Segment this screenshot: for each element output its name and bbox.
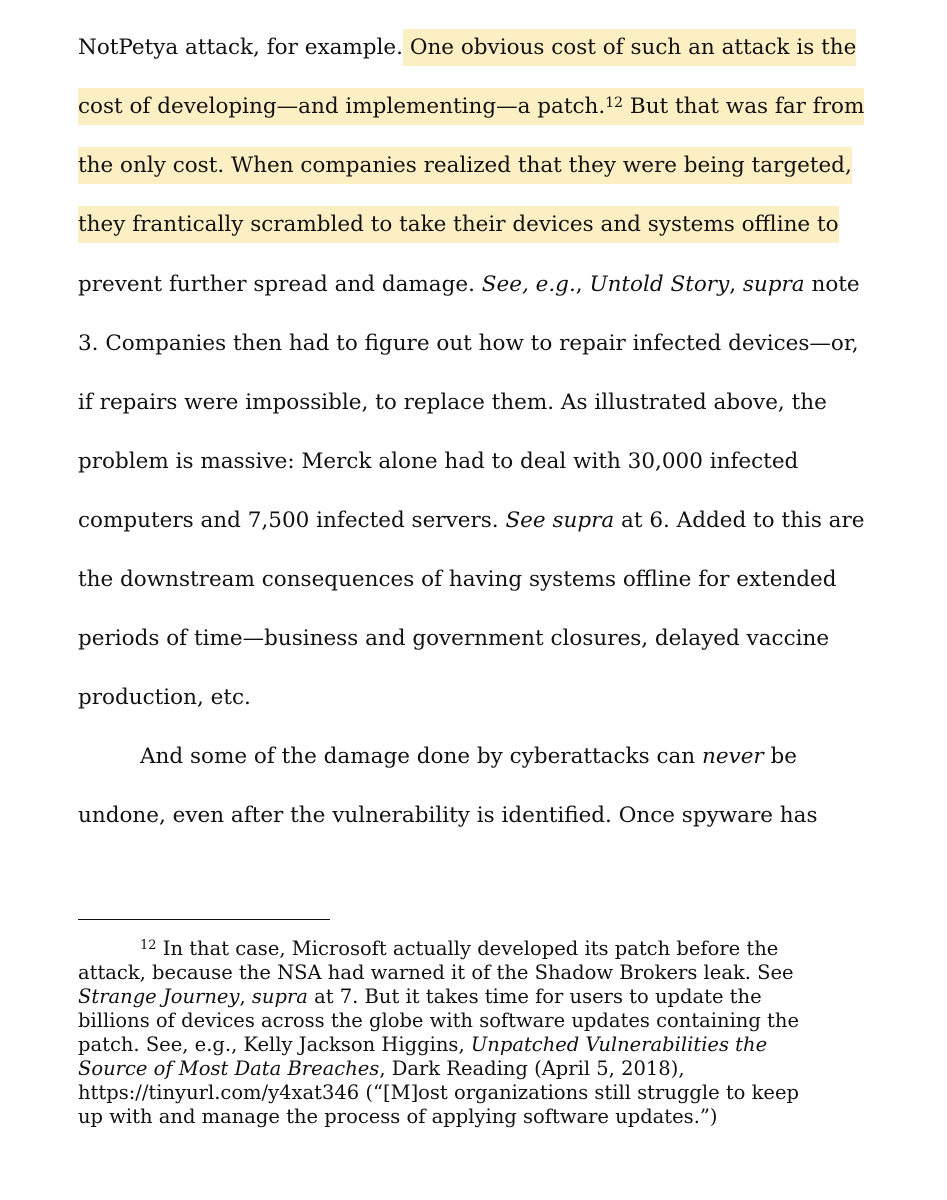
footnote-text: billions of devices across the globe with software updates containing the [78,1009,799,1032]
body-line-2 [78,92,864,122]
footnote-number: 12 [140,938,157,953]
footnote-ref-12[interactable]: 12 [605,95,624,111]
italic-emphasis: never [701,744,764,769]
body-line-4 [78,210,839,240]
footnote-line-2 [78,961,794,985]
body-line-6 [78,329,859,359]
highlighted-text: they frantically scrambled to take their devices and systems offline to [78,206,839,243]
line-text: production, etc. [78,685,251,710]
body-line-11 [78,624,829,654]
line-text: , [729,272,743,297]
footnote-line-1 [140,937,778,961]
line-text: note [804,272,860,297]
line-text: at 6. Added to this are [614,508,865,533]
body-line-14 [78,801,818,831]
line-text: problem is massive: Merck alone had to deal with 30,000 infected [78,449,799,474]
line-text: periods of time—business and government closures, delayed vaccine [78,626,830,651]
italic-citation: Unpatched Vulnerabilities the [470,1033,768,1056]
line-text: , [575,272,590,297]
line-text: be [763,744,798,769]
italic-signal: See supra [505,508,615,533]
footnote-text: at 7. But it takes time for users to update the [307,985,762,1008]
italic-citation: Untold Story [589,272,730,297]
footnote-line-7 [78,1081,799,1105]
body-line-13 [140,742,797,772]
body-line-5 [78,270,860,300]
highlighted-text: the only cost. When companies realized that they were being targeted, [78,147,852,184]
body-line-7 [78,388,827,418]
footnote-text: In that case, Microsoft actually developed its patch before the [156,937,779,960]
italic-signal: See, e.g. [481,272,576,297]
body-line-1 [78,33,856,63]
line-text: undone, even after the vulnerability is identified. Once spyware has [78,803,818,828]
footnote-link-text[interactable]: https://tinyurl.com/y4xat346 (“[M]ost organizations still struggle to keep [78,1081,799,1104]
line-text: NotPetya attack, for example. [78,35,403,60]
body-line-12 [78,683,251,713]
footnote-divider [78,919,330,920]
line-text: the downstream consequences of having systems offline for extended [78,567,837,592]
footnote-line-4 [78,1009,799,1033]
line-text: if repairs were impossible, to replace them. As illustrated above, the [78,390,827,415]
body-line-9 [78,506,865,536]
footnote-line-6 [78,1057,685,1081]
footnote-line-8 [78,1105,717,1129]
footnote-text: , [239,985,252,1008]
line-text: But that was far from [623,94,865,119]
footnote-text: patch. See, e.g., Kelly Jackson Higgins, [78,1033,471,1056]
body-line-3 [78,151,852,181]
italic-signal: supra [742,272,805,297]
italic-citation: Source of Most Data Breaches [78,1057,380,1080]
body-line-10 [78,565,837,595]
footnote-line-5 [78,1033,767,1057]
footnote-text: attack, because the NSA had warned it of the Shadow Brokers leak. See [78,961,794,984]
line-text: 3. Companies then had to figure out how to repair infected devices—or, [78,331,859,356]
highlighted-text [78,88,864,125]
line-text: computers and 7,500 infected servers. [78,508,506,533]
italic-citation: Strange Journey [78,985,240,1008]
line-text: cost of developing—and implementing—a patch. [78,94,606,119]
footnote-text: , Dark Reading (April 5, 2018), [379,1057,685,1080]
line-text: prevent further spread and damage. [78,272,482,297]
footnote-text: up with and manage the process of applying software updates.”) [78,1105,718,1128]
highlighted-text: One obvious cost of such an attack is the [403,29,856,66]
body-line-8 [78,447,798,477]
footnote-line-3 [78,985,762,1009]
line-text: And some of the damage done by cyberattacks can [140,744,702,769]
italic-signal: supra [251,985,308,1008]
